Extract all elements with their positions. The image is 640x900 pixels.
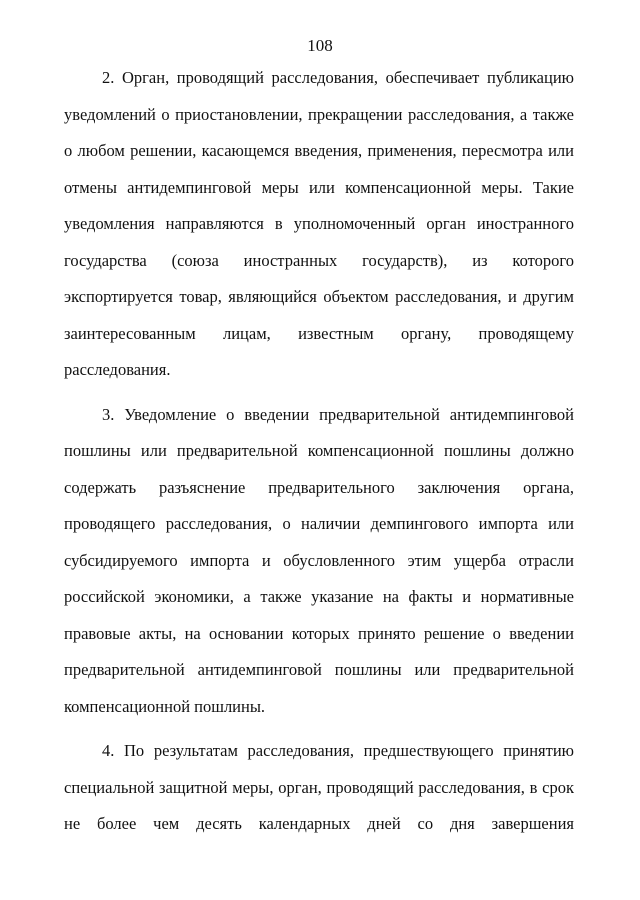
text-line: уведомления направляются в уполномоченный орган иностранного: [64, 214, 574, 233]
text-line: уведомлений о приостановлении, прекращении расследования, а также: [64, 104, 574, 124]
text-line: 3. Уведомление о введении предварительной антидемпинговой: [102, 404, 574, 424]
text-line: содержать разъяснение предварительного заключения органа,: [64, 477, 574, 497]
text-line: компенсационной пошлины.: [64, 696, 266, 716]
text-line: 4. По результатам расследования, предшествующего принятию: [102, 741, 574, 760]
text-line: отмены антидемпинговой меры или компенсационной меры. Такие: [64, 177, 574, 197]
text-line: субсидируемого импорта и обусловленного этим ущерба отрасли: [64, 550, 574, 570]
paragraph-3: [64, 397, 574, 726]
text-line: правовые акты, на основании которых принято решение о введении: [64, 623, 574, 643]
text-line: предварительной антидемпинговой пошлины или предварительной: [64, 660, 574, 679]
paragraph-4: [64, 733, 574, 843]
text-line: государства (союза иностранных государств), из которого: [64, 250, 574, 270]
text-line: не более чем десять календарных дней со дня завершения: [64, 814, 574, 833]
text-line: проводящего расследования, о наличии демпингового импорта или: [64, 514, 574, 533]
text-line: экспортируется товар, являющийся объектом расследования, и другим: [64, 287, 574, 306]
text-line: о любом решении, касающемся введения, применения, пересмотра или: [64, 141, 574, 160]
text-line: специальной защитной меры, орган, проводящий расследования, в срок: [64, 777, 574, 797]
paragraph-2: [64, 60, 574, 389]
text-line: пошлины или предварительной компенсационной пошлины должно: [64, 441, 574, 460]
page-number: 108: [307, 36, 333, 55]
text-line: заинтересованным лицам, известным органу, проводящему: [64, 323, 574, 343]
text-line: российской экономики, а также указание на факты и нормативные: [64, 587, 574, 606]
text-line: 2. Орган, проводящий расследования, обеспечивает публикацию: [102, 68, 574, 87]
text-line: расследования.: [64, 360, 171, 379]
document-body: [64, 60, 574, 851]
